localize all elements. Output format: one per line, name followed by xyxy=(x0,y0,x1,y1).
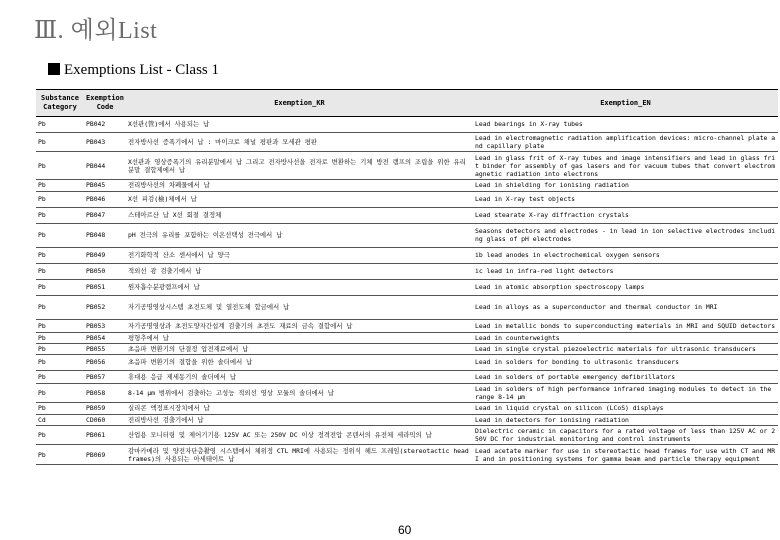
cell-exemption-en: Lead in glass frit of X-ray tubes and image intensifiers and lead in glass frit binder for assembly of gas lasers and for vacuum tubes that convert electromagnetic radiation into electrons xyxy=(473,152,778,180)
cell-substance-category: Pb xyxy=(36,343,84,354)
cell-exemption-code: PB052 xyxy=(84,295,126,319)
cell-substance-category: Pb xyxy=(36,295,84,319)
cell-exemption-en: Lead in solders for bonding to ultrasonic transducers xyxy=(473,355,778,371)
cell-exemption-code: PB056 xyxy=(84,355,126,371)
table-row xyxy=(36,117,778,133)
table-row xyxy=(36,152,778,180)
cell-exemption-code: PB042 xyxy=(84,117,126,133)
table-row xyxy=(36,247,778,263)
page-number: 60 xyxy=(398,523,412,537)
cell-exemption-en: Lead in single crystal piezoelectric materials for ultrasonic transducers xyxy=(473,343,778,354)
cell-substance-category: Pb xyxy=(36,117,84,133)
cell-exemption-code: PB055 xyxy=(84,343,126,354)
cell-substance-category: Pb xyxy=(36,180,84,191)
square-bullet-icon xyxy=(48,63,60,75)
section-subtitle xyxy=(48,62,219,79)
cell-exemption-kr: X선관(管)에서 사용되는 납 xyxy=(126,117,473,133)
cell-exemption-code: PB059 xyxy=(84,403,126,414)
table-body xyxy=(36,117,778,465)
table-row xyxy=(36,371,778,384)
cell-exemption-kr: 감마카메라 및 양전자단층촬영 시스템에서 체위정 CTL MRI에 사용되는 정위식 헤드 프레임(stereotactic head frames)의 사용되는 아세테이트 납 xyxy=(126,445,473,465)
cell-substance-category: Pb xyxy=(36,445,84,465)
cell-exemption-kr: 전리방사선 검출기에서 납 xyxy=(126,414,473,425)
table-row xyxy=(36,207,778,223)
cell-exemption-code: PB053 xyxy=(84,319,126,332)
cell-exemption-en: Lead in detectors for ionising radiation xyxy=(473,414,778,425)
cell-substance-category: Pb xyxy=(36,247,84,263)
cell-exemption-kr: 전기화학적 산소 센서에서 납 양극 xyxy=(126,247,473,263)
cell-exemption-kr: 원자흡수분광램프에서 납 xyxy=(126,279,473,295)
cell-substance-category: Pb xyxy=(36,332,84,343)
cell-exemption-en: Dielectric ceramic in capacitors for a rated voltage of less than 125V AC or 250V DC for industrial monitoring and control instruments xyxy=(473,425,778,444)
table-row xyxy=(36,191,778,207)
table-row xyxy=(36,414,778,425)
cell-exemption-code: PB058 xyxy=(84,384,126,403)
table-row xyxy=(36,295,778,319)
cell-exemption-code: PB069 xyxy=(84,445,126,465)
cell-substance-category: Pb xyxy=(36,403,84,414)
cell-exemption-code: PB046 xyxy=(84,191,126,207)
subtitle-text: Exemptions List - Class 1 xyxy=(64,62,219,78)
header-exemption-en: Exemption_EN xyxy=(473,90,778,117)
cell-exemption-en: Lead in solders of high performance infrared imaging modules to detect in the range 8-14 μm xyxy=(473,384,778,403)
cell-exemption-en: Lead in atomic absorption spectroscopy lamps xyxy=(473,279,778,295)
cell-exemption-code: PB051 xyxy=(84,279,126,295)
cell-exemption-kr: 초음파 변환기의 단결정 압전재료에서 납 xyxy=(126,343,473,354)
table-row xyxy=(36,384,778,403)
cell-exemption-en: Lead in counterweights xyxy=(473,332,778,343)
cell-exemption-en: Lead in X-ray test objects xyxy=(473,191,778,207)
cell-exemption-en: ib lead anodes in electrochemical oxygen sensors xyxy=(473,247,778,263)
cell-substance-category: Pb xyxy=(36,319,84,332)
table-row xyxy=(36,263,778,279)
table-row xyxy=(36,180,778,191)
cell-exemption-code: PB057 xyxy=(84,371,126,384)
cell-exemption-code: PB044 xyxy=(84,152,126,180)
table-row xyxy=(36,403,778,414)
cell-exemption-en: Lead in metallic bonds to superconducting materials in MRI and SQUID detectors xyxy=(473,319,778,332)
cell-exemption-en: Lead in alloys as a superconductor and thermal conductor in MRI xyxy=(473,295,778,319)
cell-substance-category: Pb xyxy=(36,384,84,403)
cell-exemption-code: PB047 xyxy=(84,207,126,223)
header-exemption-kr: Exemption_KR xyxy=(126,90,473,117)
table-row xyxy=(36,332,778,343)
cell-exemption-kr: 전리방사선의 차폐물에서 납 xyxy=(126,180,473,191)
cell-substance-category: Pb xyxy=(36,152,84,180)
table-row xyxy=(36,343,778,354)
cell-exemption-code: CD060 xyxy=(84,414,126,425)
cell-exemption-kr: 스테아르산 납 X선 회절 결정체 xyxy=(126,207,473,223)
cell-exemption-en: Lead in liquid crystal on silicon (LCoS) displays xyxy=(473,403,778,414)
cell-exemption-kr: X선관과 영상증폭기의 유리분말에서 납 그리고 전자방사선을 전자로 변환하는 기체 방전 램프의 조립을 위한 유리분말 결합제에서 납 xyxy=(126,152,473,180)
cell-exemption-kr: 8-14 μm 범위에서 검출하는 고성능 적외선 영상 모듈의 솔더에서 납 xyxy=(126,384,473,403)
cell-substance-category: Pb xyxy=(36,207,84,223)
cell-exemption-kr: X선 피검(檢)체에서 납 xyxy=(126,191,473,207)
cell-exemption-code: PB050 xyxy=(84,263,126,279)
cell-exemption-kr: 휴대용 응급 제세동기의 솔더에서 납 xyxy=(126,371,473,384)
cell-exemption-en: Lead in electromagnetic radiation amplification devices: micro-channel plate and capillary plate xyxy=(473,133,778,152)
cell-exemption-en: Lead acetate marker for use in stereotactic head frames for use with CT and MRI and in positioning systems for gamma beam and particle therapy equipment xyxy=(473,445,778,465)
table-row xyxy=(36,445,778,465)
cell-exemption-code: PB045 xyxy=(84,180,126,191)
cell-exemption-en: Seasons detectors and electrodes - in lead in ion selective electrodes including glass of pH electrodes xyxy=(473,223,778,247)
cell-exemption-kr: 초음파 변환기의 결합을 위한 솔더에서 납 xyxy=(126,355,473,371)
table-header-row xyxy=(36,90,778,117)
cell-exemption-en: Lead stearate X-ray diffraction crystals xyxy=(473,207,778,223)
cell-exemption-code: PB049 xyxy=(84,247,126,263)
cell-substance-category: Pb xyxy=(36,425,84,444)
cell-exemption-kr: 적외선 광 검출기에서 납 xyxy=(126,263,473,279)
page-title: Ⅲ. 예외List xyxy=(34,18,158,44)
cell-substance-category: Pb xyxy=(36,191,84,207)
cell-exemption-kr: 자기공명영상시스템 초전도체 및 열전도체 합금에서 납 xyxy=(126,295,473,319)
table-row xyxy=(36,355,778,371)
cell-exemption-en: Lead in solders of portable emergency defibrillators xyxy=(473,371,778,384)
table-row xyxy=(36,223,778,247)
cell-exemption-en: ic lead in infra-red light detectors xyxy=(473,263,778,279)
table-row xyxy=(36,133,778,152)
header-substance-category: Substance Category xyxy=(36,90,84,117)
header-exemption-code: Exemption Code xyxy=(84,90,126,117)
cell-exemption-kr: 평형추에서 납 xyxy=(126,332,473,343)
cell-exemption-en: Lead in shielding for ionising radiation xyxy=(473,180,778,191)
table-row xyxy=(36,425,778,444)
table-row xyxy=(36,319,778,332)
cell-substance-category: Pb xyxy=(36,263,84,279)
cell-substance-category: Pb xyxy=(36,279,84,295)
cell-exemption-en: Lead bearings in X-ray tubes xyxy=(473,117,778,133)
cell-exemption-code: PB054 xyxy=(84,332,126,343)
cell-exemption-kr: 자기공명영상과 초전도양자간섭계 검출기의 초전도 재료의 금속 결합에서 납 xyxy=(126,319,473,332)
cell-substance-category: Pb xyxy=(36,133,84,152)
cell-exemption-code: PB043 xyxy=(84,133,126,152)
exemptions-table xyxy=(36,89,778,465)
cell-substance-category: Pb xyxy=(36,355,84,371)
cell-substance-category: Pb xyxy=(36,371,84,384)
cell-exemption-code: PB048 xyxy=(84,223,126,247)
cell-exemption-kr: pH 전극의 유리를 포함하는 이온선택성 전극에서 납 xyxy=(126,223,473,247)
cell-exemption-kr: 실리콘 액정표시장치에서 납 xyxy=(126,403,473,414)
cell-substance-category: Pb xyxy=(36,223,84,247)
cell-substance-category: Cd xyxy=(36,414,84,425)
cell-exemption-code: PB061 xyxy=(84,425,126,444)
table-row xyxy=(36,279,778,295)
cell-exemption-kr: 전자방사선 증폭기에서 납 : 마이크로 채널 평판과 모세관 평판 xyxy=(126,133,473,152)
cell-exemption-kr: 산업용 모니터링 및 제어기기용 125V AC 또는 250V DC 이상 정격전압 콘덴서의 유전체 세라믹의 납 xyxy=(126,425,473,444)
